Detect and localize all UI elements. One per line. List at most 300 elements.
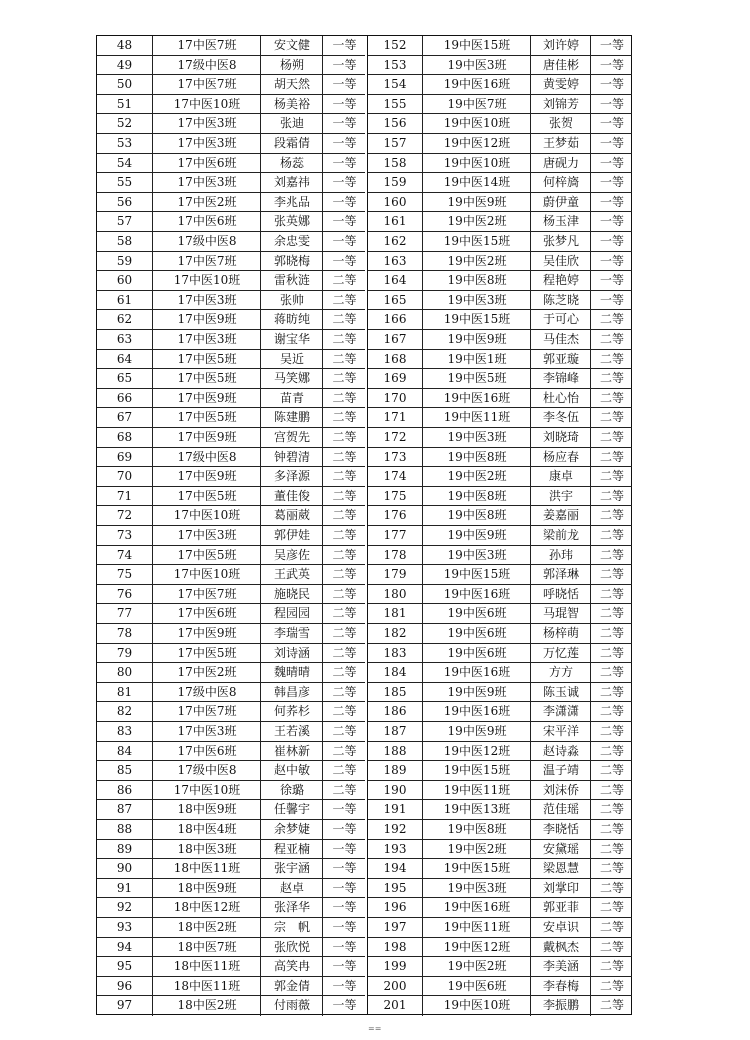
row-number: 185 <box>383 684 407 699</box>
row-number: 159 <box>383 175 407 190</box>
award-level: 二等 <box>322 663 366 682</box>
row-number: 80 <box>116 665 133 680</box>
award-level: 一等 <box>590 114 633 133</box>
row-number: 194 <box>383 861 407 876</box>
student-name: 杜心怡 <box>530 389 591 408</box>
student-name: 郭亚菲 <box>530 898 591 917</box>
student-name: 刘沫侨 <box>530 781 591 800</box>
table-row <box>368 310 632 330</box>
table-row <box>97 36 365 56</box>
award-level: 二等 <box>590 663 633 682</box>
student-name: 张英娜 <box>260 212 323 231</box>
table-row <box>368 173 632 193</box>
table-row <box>368 232 632 252</box>
class-name: 19中医8班 <box>422 487 531 506</box>
class-name: 18中医4班 <box>152 820 261 839</box>
award-level: 一等 <box>590 173 633 192</box>
award-level: 二等 <box>322 761 366 780</box>
row-number: 48 <box>116 38 133 52</box>
class-name: 19中医11班 <box>422 918 531 937</box>
student-name: 于可心 <box>530 310 591 329</box>
student-name: 郭金倩 <box>260 977 323 996</box>
student-name: 李晓恬 <box>530 820 591 839</box>
row-number: 71 <box>116 488 133 503</box>
class-name: 17中医3班 <box>152 291 261 310</box>
row-number: 86 <box>116 782 133 797</box>
row-number: 155 <box>383 96 407 111</box>
table-row <box>97 389 365 409</box>
row-number: 181 <box>383 606 407 621</box>
class-name: 17中医3班 <box>152 173 261 192</box>
award-level: 二等 <box>590 526 633 545</box>
class-name: 19中医13班 <box>422 800 531 819</box>
class-name: 19中医10班 <box>422 996 531 1016</box>
student-name: 雷秋涟 <box>260 271 323 290</box>
table-row <box>97 310 365 330</box>
class-name: 19中医6班 <box>422 624 531 643</box>
table-row <box>368 996 632 1016</box>
row-number: 199 <box>383 959 407 974</box>
class-name: 17中医9班 <box>152 624 261 643</box>
class-name: 17中医7班 <box>152 252 261 271</box>
award-level: 二等 <box>322 604 366 623</box>
class-name: 19中医15班 <box>422 565 531 584</box>
row-number: 77 <box>116 606 133 621</box>
row-number: 190 <box>383 782 407 797</box>
class-name: 17中医10班 <box>152 271 261 290</box>
row-number: 187 <box>383 724 407 738</box>
award-level: 一等 <box>322 820 366 839</box>
table-row <box>97 820 365 840</box>
row-number: 90 <box>116 861 133 876</box>
row-number: 81 <box>116 684 133 699</box>
student-name: 王若溪 <box>260 722 323 741</box>
award-level: 二等 <box>322 448 366 467</box>
row-number: 72 <box>116 508 133 523</box>
student-name: 吴近 <box>260 350 323 369</box>
award-level: 二等 <box>322 271 366 290</box>
award-level: 二等 <box>322 722 366 741</box>
table-row <box>97 663 365 683</box>
class-name: 19中医12班 <box>422 938 531 957</box>
class-name: 17中医3班 <box>152 114 261 133</box>
award-level: 二等 <box>322 683 366 702</box>
student-name: 宋平洋 <box>530 722 591 741</box>
award-level: 一等 <box>322 36 366 55</box>
class-name: 17中医2班 <box>152 193 261 212</box>
award-level: 一等 <box>322 232 366 251</box>
table-row <box>97 957 365 977</box>
table-row <box>368 604 632 624</box>
award-level: 二等 <box>322 644 366 663</box>
row-number: 177 <box>383 528 407 542</box>
student-name: 马佳杰 <box>530 330 591 349</box>
student-name: 胡天然 <box>260 75 323 94</box>
award-level: 二等 <box>590 702 633 721</box>
table-row <box>97 683 365 703</box>
award-level: 二等 <box>322 624 366 643</box>
award-level: 一等 <box>322 95 366 114</box>
table-row <box>97 114 365 134</box>
award-list-table <box>96 35 632 1015</box>
table-row <box>368 585 632 605</box>
table-row <box>368 663 632 683</box>
student-name: 高笑冉 <box>260 957 323 976</box>
class-name: 19中医6班 <box>422 604 531 623</box>
row-number: 153 <box>383 57 407 72</box>
student-name: 施晓民 <box>260 585 323 604</box>
class-name: 19中医16班 <box>422 585 531 604</box>
row-number: 50 <box>116 77 133 92</box>
award-level: 一等 <box>322 938 366 957</box>
student-name: 郭晓梅 <box>260 252 323 271</box>
student-name: 梁前龙 <box>530 526 591 545</box>
class-name: 19中医2班 <box>422 212 531 231</box>
award-level: 一等 <box>590 95 633 114</box>
class-name: 19中医6班 <box>422 977 531 996</box>
award-level: 一等 <box>590 56 633 75</box>
class-name: 19中医3班 <box>422 879 531 898</box>
table-row <box>97 742 365 762</box>
class-name: 17中医5班 <box>152 408 261 427</box>
table-row <box>97 898 365 918</box>
student-name: 唐砚力 <box>530 154 591 173</box>
class-name: 17中医3班 <box>152 526 261 545</box>
award-level: 二等 <box>590 467 633 486</box>
row-number: 161 <box>383 214 407 229</box>
student-name: 张帅 <box>260 291 323 310</box>
award-level: 二等 <box>590 800 633 819</box>
row-number: 76 <box>116 586 133 601</box>
class-name: 19中医3班 <box>422 56 531 75</box>
class-name: 18中医9班 <box>152 800 261 819</box>
class-name: 19中医8班 <box>422 820 531 839</box>
award-level: 二等 <box>322 506 366 525</box>
award-level: 一等 <box>590 36 633 55</box>
student-name: 李春梅 <box>530 977 591 996</box>
table-row <box>97 585 365 605</box>
table-row <box>368 702 632 722</box>
award-level: 二等 <box>322 389 366 408</box>
row-number: 95 <box>116 959 133 974</box>
award-level: 二等 <box>590 389 633 408</box>
class-name: 17中医6班 <box>152 604 261 623</box>
award-level: 一等 <box>590 212 633 231</box>
award-level: 一等 <box>322 252 366 271</box>
award-level: 二等 <box>590 977 633 996</box>
table-row <box>97 134 365 154</box>
row-number: 171 <box>383 410 407 425</box>
table-row <box>97 761 365 781</box>
row-number: 196 <box>383 900 407 915</box>
award-level: 二等 <box>322 330 366 349</box>
student-name: 程亚楠 <box>260 840 323 859</box>
student-name: 张迪 <box>260 114 323 133</box>
student-name: 康卓 <box>530 467 591 486</box>
table-row <box>368 683 632 703</box>
award-level: 一等 <box>590 252 633 271</box>
student-name: 郭泽琳 <box>530 565 591 584</box>
award-level: 二等 <box>590 487 633 506</box>
student-name: 张贺 <box>530 114 591 133</box>
row-number: 172 <box>383 430 407 444</box>
row-number: 156 <box>383 116 407 131</box>
award-level: 二等 <box>322 702 366 721</box>
award-level: 二等 <box>322 565 366 584</box>
class-name: 19中医2班 <box>422 467 531 486</box>
table-row <box>368 722 632 742</box>
table-row <box>368 565 632 585</box>
table-row <box>97 350 365 370</box>
student-name: 张欣悦 <box>260 938 323 957</box>
row-number: 56 <box>116 194 133 209</box>
award-level: 二等 <box>590 506 633 525</box>
award-level: 一等 <box>322 75 366 94</box>
table-row <box>368 644 632 664</box>
award-level: 一等 <box>322 173 366 192</box>
table-row <box>97 154 365 174</box>
class-name: 18中医11班 <box>152 977 261 996</box>
student-name: 杨朔 <box>260 56 323 75</box>
student-name: 何荞杉 <box>260 702 323 721</box>
class-name: 17中医7班 <box>152 702 261 721</box>
award-level: 二等 <box>590 898 633 917</box>
row-number: 152 <box>383 38 407 52</box>
award-level: 二等 <box>590 330 633 349</box>
row-number: 168 <box>383 351 407 366</box>
class-name: 19中医8班 <box>422 271 531 290</box>
class-name: 19中医2班 <box>422 252 531 271</box>
class-name: 17中医3班 <box>152 722 261 741</box>
row-number: 193 <box>383 841 407 856</box>
class-name: 19中医15班 <box>422 310 531 329</box>
award-level: 一等 <box>590 134 633 153</box>
student-name: 李瑞雪 <box>260 624 323 643</box>
row-number: 165 <box>383 292 407 307</box>
right-column-block <box>367 36 632 1014</box>
student-name: 蔚伊童 <box>530 193 591 212</box>
student-name: 谢宝华 <box>260 330 323 349</box>
award-level: 一等 <box>322 154 366 173</box>
student-name: 呼晓恬 <box>530 585 591 604</box>
row-number: 75 <box>116 567 133 582</box>
row-number: 59 <box>116 253 133 268</box>
class-name: 19中医9班 <box>422 193 531 212</box>
row-number: 182 <box>383 626 407 640</box>
row-number: 167 <box>383 332 407 346</box>
student-name: 万忆莲 <box>530 644 591 663</box>
table-row <box>368 134 632 154</box>
student-name: 张梦凡 <box>530 232 591 251</box>
student-name: 李潇潇 <box>530 702 591 721</box>
class-name: 17中医5班 <box>152 369 261 388</box>
award-level: 一等 <box>322 56 366 75</box>
award-level: 二等 <box>590 683 633 702</box>
award-level: 一等 <box>322 957 366 976</box>
student-name: 蒋昉纯 <box>260 310 323 329</box>
table-row <box>368 487 632 507</box>
row-number: 82 <box>116 704 133 719</box>
row-number: 74 <box>116 547 133 562</box>
table-row <box>97 565 365 585</box>
award-level: 二等 <box>590 428 633 447</box>
student-name: 杨美裕 <box>260 95 323 114</box>
class-name: 19中医11班 <box>422 781 531 800</box>
row-number: 186 <box>383 704 407 719</box>
row-number: 69 <box>116 449 133 464</box>
student-name: 陈建鹏 <box>260 408 323 427</box>
class-name: 19中医8班 <box>422 448 531 467</box>
table-row <box>368 918 632 938</box>
student-name: 崔林新 <box>260 742 323 761</box>
class-name: 18中医12班 <box>152 898 261 917</box>
table-row <box>97 624 365 644</box>
table-row <box>368 898 632 918</box>
table-row <box>97 938 365 958</box>
award-level: 一等 <box>322 879 366 898</box>
row-number: 198 <box>383 939 407 954</box>
table-row <box>368 369 632 389</box>
student-name: 董佳俊 <box>260 487 323 506</box>
student-name: 刘锦芳 <box>530 95 591 114</box>
class-name: 19中医9班 <box>422 722 531 741</box>
row-number: 200 <box>383 978 407 993</box>
student-name: 余梦婕 <box>260 820 323 839</box>
table-row <box>368 526 632 546</box>
award-level: 一等 <box>322 134 366 153</box>
class-name: 17中医10班 <box>152 565 261 584</box>
award-level: 二等 <box>322 350 366 369</box>
table-row <box>368 212 632 232</box>
row-number: 52 <box>116 116 133 131</box>
table-row <box>97 330 365 350</box>
student-name: 吴佳欣 <box>530 252 591 271</box>
student-name: 韩昌彦 <box>260 683 323 702</box>
row-number: 87 <box>116 802 133 817</box>
row-number: 53 <box>116 136 133 150</box>
class-name: 17级中医8 <box>152 761 261 780</box>
award-level: 二等 <box>590 742 633 761</box>
table-row <box>97 193 365 213</box>
student-name: 杨玉津 <box>530 212 591 231</box>
table-row <box>368 546 632 566</box>
student-name: 魏晴晴 <box>260 663 323 682</box>
table-row <box>97 506 365 526</box>
row-number: 94 <box>116 939 133 954</box>
class-name: 19中医11班 <box>422 408 531 427</box>
table-row <box>97 232 365 252</box>
row-number: 65 <box>116 371 133 386</box>
row-number: 197 <box>383 920 407 934</box>
award-level: 一等 <box>322 977 366 996</box>
row-number: 66 <box>116 390 133 405</box>
award-level: 一等 <box>590 271 633 290</box>
award-level: 二等 <box>590 448 633 467</box>
student-name: 刘嘉祎 <box>260 173 323 192</box>
class-name: 17级中医8 <box>152 448 261 467</box>
student-name: 段霜倩 <box>260 134 323 153</box>
row-number: 158 <box>383 155 407 170</box>
student-name: 马笑娜 <box>260 369 323 388</box>
row-number: 157 <box>383 136 407 150</box>
award-level: 二等 <box>322 742 366 761</box>
class-name: 17中医9班 <box>152 310 261 329</box>
table-row <box>368 95 632 115</box>
table-row <box>97 487 365 507</box>
row-number: 189 <box>383 763 407 778</box>
row-number: 70 <box>116 469 133 484</box>
table-row <box>368 448 632 468</box>
row-number: 68 <box>116 430 133 444</box>
award-level: 一等 <box>322 114 366 133</box>
award-level: 一等 <box>590 193 633 212</box>
class-name: 17中医9班 <box>152 467 261 486</box>
class-name: 19中医16班 <box>422 75 531 94</box>
row-number: 96 <box>116 978 133 993</box>
row-number: 160 <box>383 194 407 209</box>
award-level: 二等 <box>590 604 633 623</box>
award-level: 一等 <box>322 800 366 819</box>
student-name: 戴枫杰 <box>530 938 591 957</box>
table-row <box>97 212 365 232</box>
row-number: 173 <box>383 449 407 464</box>
class-name: 17中医5班 <box>152 644 261 663</box>
row-number: 89 <box>116 841 133 856</box>
student-name: 孙玮 <box>530 546 591 565</box>
row-number: 174 <box>383 469 407 484</box>
class-name: 19中医3班 <box>422 291 531 310</box>
row-number: 175 <box>383 488 407 503</box>
student-name: 张泽华 <box>260 898 323 917</box>
row-number: 169 <box>383 371 407 386</box>
table-row <box>97 95 365 115</box>
award-level: 二等 <box>322 369 366 388</box>
student-name: 李美涵 <box>530 957 591 976</box>
student-name: 吴彦佐 <box>260 546 323 565</box>
row-number: 180 <box>383 586 407 601</box>
student-name: 王武英 <box>260 565 323 584</box>
row-number: 178 <box>383 547 407 562</box>
student-name: 李兆品 <box>260 193 323 212</box>
row-number: 183 <box>383 645 407 660</box>
table-row <box>97 977 365 997</box>
row-number: 49 <box>116 57 133 72</box>
class-name: 17中医7班 <box>152 75 261 94</box>
student-name: 宫贺先 <box>260 428 323 447</box>
class-name: 19中医16班 <box>422 898 531 917</box>
table-row <box>97 526 365 546</box>
row-number: 62 <box>116 312 133 327</box>
class-name: 17中医6班 <box>152 212 261 231</box>
award-level: 一等 <box>322 212 366 231</box>
award-level: 一等 <box>590 154 633 173</box>
award-level: 一等 <box>590 232 633 251</box>
student-name: 余忠雯 <box>260 232 323 251</box>
class-name: 18中医11班 <box>152 859 261 878</box>
award-level: 二等 <box>590 938 633 957</box>
class-name: 18中医9班 <box>152 879 261 898</box>
award-level: 二等 <box>590 840 633 859</box>
award-level: 一等 <box>322 996 366 1016</box>
row-number: 91 <box>116 880 133 895</box>
student-name: 赵诗淼 <box>530 742 591 761</box>
student-name: 陈芝晓 <box>530 291 591 310</box>
table-row <box>368 840 632 860</box>
student-name: 程艳婷 <box>530 271 591 290</box>
row-number: 85 <box>116 763 133 778</box>
student-name: 安文健 <box>260 36 323 55</box>
student-name: 李冬伍 <box>530 408 591 427</box>
